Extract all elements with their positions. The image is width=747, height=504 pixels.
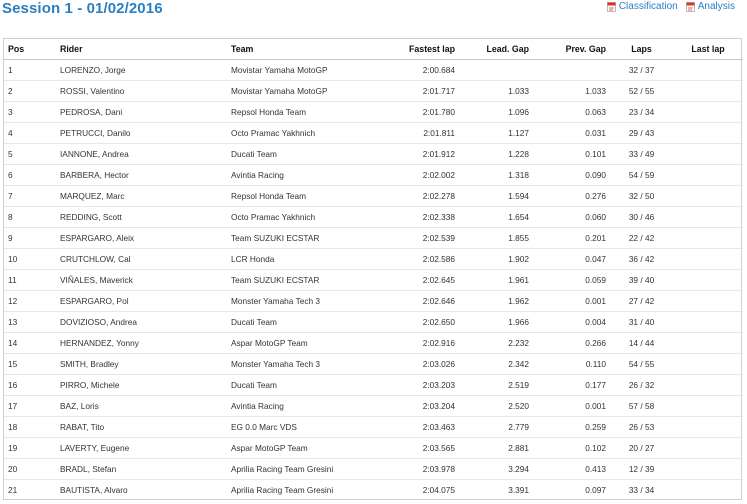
pdf-icon — [686, 2, 695, 12]
table-row[interactable] — [4, 480, 743, 501]
cell-pos: 6 — [4, 165, 56, 186]
cell-prev-gap: 0.177 — [533, 375, 610, 396]
session-title: Session 1 - 01/02/2016 — [2, 0, 163, 17]
cell-prev-gap: 0.001 — [533, 291, 610, 312]
analysis-label: Analysis — [697, 1, 735, 12]
cell-laps: 30 / 46 — [610, 207, 673, 228]
table-row[interactable] — [4, 186, 743, 207]
cell-fastest-lap: 2:00.684 — [373, 60, 459, 81]
cell-rider: BARBERA, Hector — [56, 165, 227, 186]
cell-rider: ESPARGARO, Aleix — [56, 228, 227, 249]
cell-last-lap — [673, 396, 743, 417]
cell-last-lap — [673, 354, 743, 375]
cell-lead-gap: 1.127 — [459, 123, 533, 144]
cell-rider: MARQUEZ, Marc — [56, 186, 227, 207]
cell-team: Repsol Honda Team — [227, 102, 373, 123]
table-row[interactable] — [4, 291, 743, 312]
cell-fastest-lap: 2:03.565 — [373, 438, 459, 459]
cell-pos: 3 — [4, 102, 56, 123]
cell-laps: 26 / 32 — [610, 375, 673, 396]
cell-rider: DOVIZIOSO, Andrea — [56, 312, 227, 333]
cell-pos: 9 — [4, 228, 56, 249]
cell-last-lap — [673, 144, 743, 165]
col-rider: Rider — [56, 39, 227, 60]
cell-rider: LAVERTY, Eugene — [56, 438, 227, 459]
cell-last-lap — [673, 81, 743, 102]
cell-fastest-lap: 2:01.912 — [373, 144, 459, 165]
cell-lead-gap: 1.033 — [459, 81, 533, 102]
cell-team: Octo Pramac Yakhnich — [227, 123, 373, 144]
table-row[interactable] — [4, 60, 743, 81]
cell-rider: PIRRO, Michele — [56, 375, 227, 396]
table-header-row — [4, 39, 743, 60]
col-team: Team — [227, 39, 373, 60]
cell-laps: 33 / 49 — [610, 144, 673, 165]
cell-last-lap — [673, 207, 743, 228]
cell-last-lap — [673, 375, 743, 396]
cell-team: Avintia Racing — [227, 165, 373, 186]
cell-rider: ESPARGARO, Pol — [56, 291, 227, 312]
cell-last-lap — [673, 102, 743, 123]
table-row[interactable] — [4, 81, 743, 102]
cell-fastest-lap: 2:02.278 — [373, 186, 459, 207]
cell-fastest-lap: 2:02.002 — [373, 165, 459, 186]
cell-team: Octo Pramac Yakhnich — [227, 207, 373, 228]
cell-rider: IANNONE, Andrea — [56, 144, 227, 165]
table-row[interactable] — [4, 417, 743, 438]
cell-prev-gap: 0.060 — [533, 207, 610, 228]
cell-team: Team SUZUKI ECSTAR — [227, 270, 373, 291]
cell-last-lap — [673, 480, 743, 501]
table-row[interactable] — [4, 144, 743, 165]
cell-pos: 11 — [4, 270, 56, 291]
cell-rider: SMITH, Bradley — [56, 354, 227, 375]
cell-fastest-lap: 2:01.811 — [373, 123, 459, 144]
cell-last-lap — [673, 312, 743, 333]
cell-pos: 20 — [4, 459, 56, 480]
cell-pos: 16 — [4, 375, 56, 396]
cell-rider: BAUTISTA, Alvaro — [60, 485, 128, 495]
cell-prev-gap: 0.097 — [585, 485, 606, 495]
cell-last-lap — [673, 228, 743, 249]
cell-team: Monster Yamaha Tech 3 — [227, 354, 373, 375]
cell-fastest-lap: 2:03.026 — [373, 354, 459, 375]
table-row[interactable] — [4, 375, 743, 396]
cell-laps: 57 / 58 — [610, 396, 673, 417]
table-row[interactable] — [4, 228, 743, 249]
cell-last-lap — [673, 459, 743, 480]
cell-lead-gap: 3.294 — [459, 459, 533, 480]
cell-rider: BAZ, Loris — [56, 396, 227, 417]
cell-lead-gap: 1.654 — [459, 207, 533, 228]
session-header — [0, 0, 747, 30]
cell-last-lap — [673, 186, 743, 207]
cell-lead-gap: 2.779 — [459, 417, 533, 438]
cell-last-lap — [673, 333, 743, 354]
col-fastest-lap: Fastest lap — [373, 39, 459, 60]
cell-last-lap — [673, 60, 743, 81]
cell-lead-gap: 2.881 — [459, 438, 533, 459]
cell-lead-gap: 1.902 — [459, 249, 533, 270]
cell-prev-gap: 0.059 — [533, 270, 610, 291]
cell-pos: 17 — [4, 396, 56, 417]
cell-last-lap — [673, 417, 743, 438]
cell-lead-gap: 2.520 — [459, 396, 533, 417]
cell-lead-gap: 1.961 — [459, 270, 533, 291]
cell-fastest-lap: 2:04.075 — [422, 485, 455, 495]
table-row[interactable] — [4, 312, 743, 333]
table-row[interactable] — [4, 123, 743, 144]
cell-lead-gap: 1.855 — [459, 228, 533, 249]
cell-prev-gap: 0.063 — [533, 102, 610, 123]
col-lead-gap: Lead. Gap — [459, 39, 533, 60]
cell-laps: 23 / 34 — [610, 102, 673, 123]
cell-prev-gap: 0.101 — [533, 144, 610, 165]
cell-fastest-lap: 2:03.204 — [373, 396, 459, 417]
cell-fastest-lap: 2:03.203 — [373, 375, 459, 396]
cell-rider: LORENZO, Jorge — [56, 60, 227, 81]
cell-lead-gap: 1.966 — [459, 312, 533, 333]
cell-rider: ROSSI, Valentino — [56, 81, 227, 102]
cell-pos: 21 — [8, 485, 18, 495]
table-row[interactable] — [4, 270, 743, 291]
cell-laps: 29 / 43 — [610, 123, 673, 144]
cell-pos: 13 — [4, 312, 56, 333]
cell-team: Ducati Team — [227, 312, 373, 333]
cell-pos: 1 — [4, 60, 56, 81]
cell-prev-gap: 0.413 — [533, 459, 610, 480]
cell-laps: 32 / 37 — [610, 60, 673, 81]
cell-pos: 4 — [4, 123, 56, 144]
cell-prev-gap: 0.266 — [533, 333, 610, 354]
table-row[interactable] — [4, 459, 743, 480]
col-last-lap: Last lap — [673, 39, 743, 60]
cell-team: Monster Yamaha Tech 3 — [227, 291, 373, 312]
cell-prev-gap: 0.201 — [533, 228, 610, 249]
cell-laps: 54 / 59 — [610, 165, 673, 186]
cell-rider: HERNANDEZ, Yonny — [56, 333, 227, 354]
cell-laps: 36 / 42 — [610, 249, 673, 270]
cell-laps: 31 / 40 — [610, 312, 673, 333]
download-links — [607, 1, 735, 12]
cell-lead-gap: 1.318 — [459, 165, 533, 186]
cell-pos: 12 — [4, 291, 56, 312]
cell-fastest-lap: 2:02.646 — [373, 291, 459, 312]
cell-laps: 12 / 39 — [610, 459, 673, 480]
cell-laps: 52 / 55 — [610, 81, 673, 102]
cell-prev-gap: 1.033 — [533, 81, 610, 102]
cell-prev-gap: 0.047 — [533, 249, 610, 270]
cell-laps: 20 / 27 — [610, 438, 673, 459]
cell-rider: PETRUCCI, Danilo — [56, 123, 227, 144]
cell-laps: 33 / 34 — [628, 485, 655, 495]
cell-fastest-lap: 2:02.586 — [373, 249, 459, 270]
cell-fastest-lap: 2:02.650 — [373, 312, 459, 333]
table-row[interactable] — [4, 438, 743, 459]
cell-prev-gap: 0.276 — [533, 186, 610, 207]
cell-lead-gap: 2.232 — [459, 333, 533, 354]
cell-rider: CRUTCHLOW, Cal — [56, 249, 227, 270]
results-table-container — [3, 38, 742, 500]
cell-prev-gap: 0.031 — [533, 123, 610, 144]
classification-link[interactable] — [607, 1, 678, 12]
table-row[interactable] — [4, 396, 743, 417]
cell-lead-gap: 2.519 — [459, 375, 533, 396]
cell-team: Aspar MotoGP Team — [227, 438, 373, 459]
pdf-icon — [607, 2, 616, 12]
cell-last-lap — [673, 249, 743, 270]
cell-lead-gap: 2.342 — [459, 354, 533, 375]
cell-rider: REDDING, Scott — [56, 207, 227, 228]
cell-pos: 10 — [4, 249, 56, 270]
cell-lead-gap: 3.391 — [508, 485, 529, 495]
cell-rider: VIÑALES, Maverick — [56, 270, 227, 291]
cell-fastest-lap: 2:02.645 — [373, 270, 459, 291]
cell-lead-gap: 1.594 — [459, 186, 533, 207]
cell-laps: 39 / 40 — [610, 270, 673, 291]
cell-team: Movistar Yamaha MotoGP — [227, 60, 373, 81]
cell-laps: 54 / 55 — [610, 354, 673, 375]
cell-team: Aprilia Racing Team Gresini — [231, 485, 334, 495]
table-row[interactable] — [4, 333, 743, 354]
classification-label: Classification — [618, 1, 678, 12]
cell-laps: 22 / 42 — [610, 228, 673, 249]
cell-pos: 5 — [4, 144, 56, 165]
table-row[interactable] — [4, 165, 743, 186]
cell-prev-gap: 0.004 — [533, 312, 610, 333]
cell-lead-gap: 1.228 — [459, 144, 533, 165]
cell-pos: 19 — [4, 438, 56, 459]
cell-fastest-lap: 2:02.338 — [373, 207, 459, 228]
cell-lead-gap: 1.962 — [459, 291, 533, 312]
analysis-link[interactable] — [686, 1, 735, 12]
results-table — [4, 39, 743, 500]
cell-laps: 14 / 44 — [610, 333, 673, 354]
cell-team: LCR Honda — [227, 249, 373, 270]
cell-team: Aprilia Racing Team Gresini — [227, 459, 373, 480]
cell-last-lap — [673, 165, 743, 186]
cell-fastest-lap: 2:01.717 — [373, 81, 459, 102]
table-row[interactable] — [4, 102, 743, 123]
cell-pos: 18 — [4, 417, 56, 438]
cell-rider: RABAT, Tito — [56, 417, 227, 438]
cell-lead-gap — [459, 60, 533, 81]
cell-laps: 27 / 42 — [610, 291, 673, 312]
cell-team: Ducati Team — [227, 144, 373, 165]
cell-prev-gap: 0.259 — [533, 417, 610, 438]
cell-fastest-lap: 2:02.539 — [373, 228, 459, 249]
cell-prev-gap — [533, 60, 610, 81]
cell-laps: 32 / 50 — [610, 186, 673, 207]
cell-fastest-lap: 2:03.463 — [373, 417, 459, 438]
table-row[interactable] — [4, 249, 743, 270]
cell-fastest-lap: 2:01.780 — [373, 102, 459, 123]
cell-team: Avintia Racing — [227, 396, 373, 417]
cell-team: Movistar Yamaha MotoGP — [227, 81, 373, 102]
cell-prev-gap: 0.110 — [533, 354, 610, 375]
cell-team: Ducati Team — [227, 375, 373, 396]
cell-fastest-lap: 2:03.978 — [373, 459, 459, 480]
cell-rider: BRADL, Stefan — [56, 459, 227, 480]
cell-last-lap — [673, 270, 743, 291]
cell-prev-gap: 0.001 — [533, 396, 610, 417]
cell-fastest-lap: 2:02.916 — [373, 333, 459, 354]
cell-laps: 26 / 53 — [610, 417, 673, 438]
table-row[interactable] — [4, 354, 743, 375]
cell-team: Repsol Honda Team — [227, 186, 373, 207]
cell-last-lap — [673, 291, 743, 312]
cell-lead-gap: 1.096 — [459, 102, 533, 123]
col-pos: Pos — [4, 39, 56, 60]
cell-team: Team SUZUKI ECSTAR — [227, 228, 373, 249]
col-laps: Laps — [610, 39, 673, 60]
cell-prev-gap: 0.102 — [533, 438, 610, 459]
cell-rider: PEDROSA, Dani — [56, 102, 227, 123]
cell-pos: 15 — [4, 354, 56, 375]
cell-pos: 7 — [4, 186, 56, 207]
cell-pos: 14 — [4, 333, 56, 354]
cell-pos: 8 — [4, 207, 56, 228]
col-prev-gap: Prev. Gap — [533, 39, 610, 60]
cell-team: EG 0.0 Marc VDS — [227, 417, 373, 438]
cell-last-lap — [673, 123, 743, 144]
cell-prev-gap: 0.090 — [533, 165, 610, 186]
table-row[interactable] — [4, 207, 743, 228]
cell-last-lap — [673, 438, 743, 459]
cell-pos: 2 — [4, 81, 56, 102]
cell-team: Aspar MotoGP Team — [227, 333, 373, 354]
